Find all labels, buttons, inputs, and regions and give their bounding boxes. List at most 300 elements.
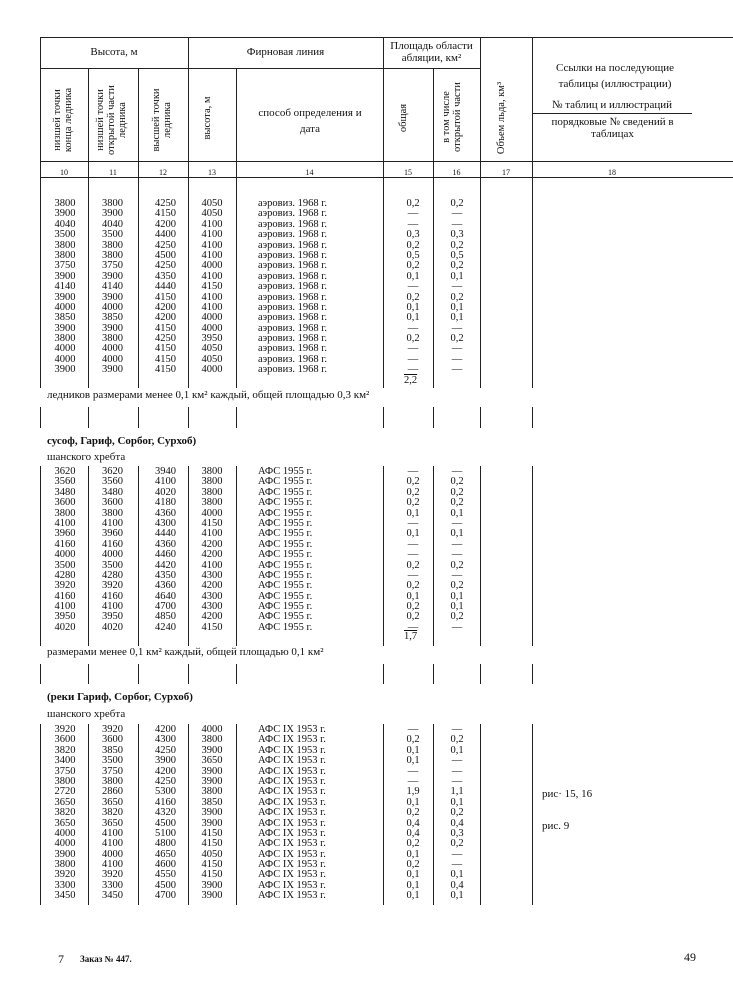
table-cell: 4000 [54,549,76,561]
table-cell: 4300 [201,569,223,581]
table-cell: 4200 [155,301,176,313]
table-cell: 3600 [102,734,123,746]
table-cell: 3900 [201,775,223,787]
table-cell: 4000 [102,343,123,355]
table-cell: 0,3 [406,229,420,241]
header-mid-rule [40,161,733,162]
refs-title: Ссылки на последующие таблицы (иллюстрации) [555,62,675,90]
block2-col-14 [258,467,378,633]
table-cell: 4000 [201,724,223,735]
table-cell: 0,2 [450,497,464,509]
table-cell: 0,4 [406,827,420,839]
table-cell: 4020 [102,621,123,633]
table-cell: 3450 [54,890,76,902]
table-cell: — [407,218,419,230]
table-cell: 4150 [155,291,176,303]
table-cell: — [451,353,463,365]
col-line [138,664,139,684]
table-cell: аэровиз. 1968 г. [258,301,328,313]
table-cell: аэровиз. 1968 г. [258,333,328,345]
table-cell: 4050 [201,208,223,220]
table-cell: 0,2 [450,838,464,850]
table-cell: 3950 [201,333,223,345]
firn-group-label: Фирновая линия [246,46,325,58]
table-cell: 4000 [201,260,223,272]
table-cell: 4100 [54,517,76,529]
table-cell: 4150 [201,621,223,633]
table-cell: 3800 [201,486,223,498]
table-cell: 3500 [102,559,123,571]
table-cell: 3750 [54,260,76,272]
table-cell: аэровиз. 1968 г. [258,249,328,261]
table-cell: 3950 [54,611,76,623]
table-cell: — [407,569,419,581]
table-cell: 4500 [155,249,176,261]
table-cell: 4440 [155,281,176,293]
block3-col-15 [398,725,428,902]
table-cell: 4050 [201,353,223,365]
table-cell: 3560 [102,476,123,488]
col-line [88,177,89,388]
table-cell: 2860 [102,786,123,798]
table-cell: АФС IX 1953 г. [258,890,326,902]
block2-subheading: шанского хребта [47,451,126,463]
table-cell: 3650 [201,755,223,767]
table-cell: АФС IX 1953 г. [258,796,326,808]
table-cell: АФС 1955 г. [258,549,313,561]
table-cell: 4280 [54,569,76,581]
table-cell: 0,2 [406,611,420,623]
table-cell: 3920 [102,869,123,881]
table-cell: аэровиз. 1968 г. [258,353,328,365]
col-line [532,177,533,388]
table-cell: 0,3 [450,229,464,241]
table-cell: 4440 [155,528,176,540]
block2-col-15 [398,467,428,633]
table-cell: 4150 [155,364,176,376]
col-line [383,466,384,646]
table-cell: 4040 [54,218,76,230]
table-cell: 0,2 [406,580,420,592]
table-cell: 3850 [102,312,123,324]
table-cell: АФС 1955 г. [258,621,313,633]
table-cell: 0,2 [406,601,420,613]
group-underline-firn [188,68,383,69]
table-cell: 0,1 [406,890,420,902]
table-cell: 3800 [102,198,123,209]
table-cell: 3800 [201,786,223,798]
table-cell: 3900 [102,364,123,376]
table-cell: 3900 [102,270,123,282]
table-cell: 0,2 [406,260,420,272]
table-cell: аэровиз. 1968 г. [258,260,328,272]
table-cell: 0,2 [450,291,464,303]
col-line [88,466,89,646]
table-cell: — [407,775,419,787]
table-cell: 0,1 [406,796,420,808]
col-line [40,466,41,646]
table-cell: 3900 [201,817,223,829]
table-cell: 3920 [54,724,76,735]
table-cell: 3600 [54,497,76,509]
table-cell: 3750 [102,765,123,777]
table-cell: АФС IX 1953 г. [258,807,326,819]
col-line [138,407,139,428]
table-cell: 4000 [54,827,76,839]
table-cell: 4100 [102,517,123,529]
table-cell: 4280 [102,569,123,581]
table-cell: 3820 [102,807,123,819]
header-top-rule [40,37,733,38]
table-cell: — [451,755,463,767]
block3-subheading: шанского хребта [47,708,126,720]
table-cell: 4700 [155,601,176,613]
table-cell: — [451,281,463,293]
colnum-11: 11 [109,168,117,177]
table-cell: аэровиз. 1968 г. [258,281,328,293]
table-cell: — [451,466,463,477]
table-cell: 0,5 [406,249,420,261]
table-cell: 3480 [54,486,76,498]
colnum-13: 13 [208,168,216,177]
table-cell: 4160 [54,590,76,602]
table-cell: аэровиз. 1968 г. [258,198,328,209]
col-line [480,37,481,177]
table-cell: 0,1 [450,796,464,808]
col16-header: в том числе открытой части [441,82,463,152]
table-cell: 4300 [201,601,223,613]
table-cell: АФС 1955 г. [258,466,313,477]
block2-heading: сусоф, Гариф, Сорбог, Сурхоб) [47,435,197,447]
table-cell: 4250 [155,744,176,756]
table-cell: — [451,724,463,735]
table-cell: АФС IX 1953 г. [258,869,326,881]
table-cell: АФС 1955 г. [258,538,313,550]
table-cell: 0,1 [406,879,420,891]
table-cell: — [407,281,419,293]
table-cell: 4550 [155,869,176,881]
colnum-15: 15 [404,168,412,177]
col-line [433,177,434,388]
col-line [532,466,533,646]
table-cell: 3900 [54,208,76,220]
col-line [236,466,237,646]
table-cell: 4000 [54,343,76,355]
col-line [433,724,434,905]
table-cell: 3920 [102,724,123,735]
table-cell: 3940 [155,466,176,477]
block1-col-14 [258,199,378,376]
table-cell: АФС IX 1953 г. [258,879,326,891]
table-cell: 4400 [155,229,176,241]
table-cell: 4250 [155,333,176,345]
table-cell: 4100 [201,239,223,251]
table-cell: — [407,765,419,777]
table-cell: 0,2 [406,333,420,345]
table-cell: 3900 [54,848,76,860]
table-cell: — [451,322,463,334]
table-cell: 3800 [201,497,223,509]
block3-col-11 [95,725,130,902]
table-cell: 4100 [201,229,223,241]
table-cell: 4320 [155,807,176,819]
table-cell: 4050 [201,343,223,355]
table-cell: 4160 [54,538,76,550]
table-cell: 4150 [201,869,223,881]
table-cell: 4360 [155,538,176,550]
table-cell: 3800 [54,333,76,345]
table-cell: 0,1 [406,312,420,324]
table-cell: аэровиз. 1968 г. [258,229,328,241]
col-line [188,466,189,646]
col14-header: способ определения и дата [258,107,362,135]
table-cell: 4180 [155,497,176,509]
table-cell: 4150 [201,859,223,871]
col-line [40,407,41,428]
table-cell: 4140 [102,281,123,293]
table-cell: АФС 1955 г. [258,486,313,498]
table-cell: 3400 [54,755,76,767]
table-cell: 3650 [54,796,76,808]
block1-col-12 [148,199,183,376]
table-cell: 4100 [201,249,223,261]
table-cell: 5100 [155,827,176,839]
table-cell: 3800 [102,239,123,251]
table-cell: АФС 1955 г. [258,580,313,592]
colnum-12: 12 [159,168,167,177]
table-cell: 4100 [201,559,223,571]
table-cell: 4050 [201,848,223,860]
block1-col-15 [398,199,428,376]
table-cell: — [451,765,463,777]
table-cell: АФС IX 1953 г. [258,765,326,777]
table-cell: 3800 [102,775,123,787]
col-line [480,466,481,646]
col-line [433,664,434,684]
table-cell: 3900 [54,322,76,334]
colnum-17: 17 [502,168,510,177]
table-cell: 4000 [201,507,223,519]
table-cell: 4650 [155,848,176,860]
table-cell: 3900 [102,208,123,220]
table-cell: — [451,549,463,561]
table-cell: АФС 1955 г. [258,528,313,540]
block3-col-14 [258,725,378,902]
table-cell: 0,1 [450,890,464,902]
table-cell: 4100 [201,270,223,282]
table-cell: 3800 [102,507,123,519]
colnum-10: 10 [60,168,68,177]
col13-header: высота, м [202,96,213,140]
table-cell: аэровиз. 1968 г. [258,312,328,324]
table-cell: 3820 [54,744,76,756]
table-cell: 3900 [201,807,223,819]
table-cell: 3920 [102,580,123,592]
table-cell: АФС 1955 г. [258,569,313,581]
refs-sub1: № таблиц и иллюстраций [552,99,672,111]
table-cell: 0,1 [450,507,464,519]
table-cell: 4150 [201,517,223,529]
table-cell: — [407,538,419,550]
table-cell: 4100 [54,601,76,613]
table-cell: 3620 [102,466,123,477]
block2-col-10 [50,467,80,633]
col-line [88,664,89,684]
table-cell: 4100 [201,528,223,540]
table-cell: 0,1 [450,744,464,756]
table-cell: 0,2 [406,497,420,509]
table-cell: 3900 [54,291,76,303]
table-cell: АФС IX 1953 г. [258,786,326,798]
table-cell: 4200 [201,549,223,561]
col-line [236,724,237,905]
table-cell: 4100 [102,601,123,613]
table-cell: 0,1 [406,301,420,313]
table-cell: 3920 [54,869,76,881]
col-line [480,407,481,428]
table-cell: аэровиз. 1968 г. [258,270,328,282]
table-cell: 3450 [102,890,123,902]
table-cell: 0,1 [406,755,420,767]
col17-header: Объем льда, км³ [496,81,507,155]
table-cell: — [407,517,419,529]
table-cell: 4150 [155,322,176,334]
table-cell: 0,4 [450,817,464,829]
table-cell: 3750 [54,765,76,777]
table-cell: 0,3 [450,827,464,839]
table-cell: 3900 [201,890,223,902]
table-cell: 0,2 [450,333,464,345]
table-cell: 4200 [155,765,176,777]
table-cell: АФС IX 1953 г. [258,744,326,756]
table-cell: 0,2 [450,559,464,571]
table-cell: аэровиз. 1968 г. [258,218,328,230]
table-cell: АФС IX 1953 г. [258,775,326,787]
table-cell: 4150 [155,353,176,365]
table-cell: АФС 1955 г. [258,601,313,613]
table-cell: 3850 [54,312,76,324]
table-cell: 0,4 [406,817,420,829]
table-cell: 0,1 [450,301,464,313]
table-cell: 3800 [54,859,76,871]
table-cell: 3800 [54,239,76,251]
group-underline-heights [40,68,188,69]
col-line [40,177,41,388]
block1-col-11 [95,199,130,376]
table-cell: 3500 [54,559,76,571]
table-cell: — [451,218,463,230]
table-cell: 0,2 [450,807,464,819]
table-cell: — [451,517,463,529]
table-cell: аэровиз. 1968 г. [258,364,328,376]
table-cell: — [407,208,419,220]
table-cell: 0,1 [406,590,420,602]
table-cell: 3650 [102,796,123,808]
table-cell: — [407,466,419,477]
table-cell: АФС IX 1953 г. [258,859,326,871]
table-cell: 4100 [155,476,176,488]
header-bottom-rule [40,177,733,178]
table-cell: 4300 [155,734,176,746]
table-cell: 4100 [201,218,223,230]
table-cell: 0,1 [406,507,420,519]
table-cell: 0,1 [450,270,464,282]
col-line [532,724,533,905]
table-cell: 0,2 [406,734,420,746]
col-line [236,68,237,177]
col-line [88,407,89,428]
table-cell: 0,1 [450,601,464,613]
block1-col-16 [442,199,472,376]
table-cell: 4460 [155,549,176,561]
table-cell: — [451,621,463,633]
table-cell: 4360 [155,507,176,519]
table-cell: 0,2 [450,486,464,498]
table-cell: 4150 [201,827,223,839]
table-cell: АФС IX 1953 г. [258,817,326,829]
table-cell: 0,2 [406,198,420,209]
table-cell: 2720 [54,786,76,798]
table-cell: 4040 [102,218,123,230]
table-cell: — [451,208,463,220]
table-cell: 0,2 [406,239,420,251]
table-cell: 0,2 [450,476,464,488]
table-cell: аэровиз. 1968 г. [258,291,328,303]
table-cell: 4850 [155,611,176,623]
refs-sub-rule [532,113,692,114]
table-cell: — [451,775,463,787]
col-line [236,177,237,388]
table-cell: 0,1 [406,270,420,282]
table-cell: 0,1 [406,848,420,860]
col-line [480,724,481,905]
table-cell: 4000 [54,301,76,313]
table-cell: 3900 [201,765,223,777]
block2-col-12 [148,467,183,633]
col-line [138,724,139,905]
table-cell: АФС IX 1953 г. [258,838,326,850]
table-cell: 3850 [102,744,123,756]
table-cell: 4000 [102,549,123,561]
col-line [383,177,384,388]
col11-header: низшей точки открытой части ледника [95,85,128,155]
table-cell: аэровиз. 1968 г. [258,322,328,334]
table-cell: 4000 [54,353,76,365]
block3-ref2: рис. 9 [542,820,570,832]
table-cell: 4800 [155,838,176,850]
block2-col-16 [442,467,472,633]
block1-total: 2,2 [404,375,418,386]
table-cell: 0,2 [406,486,420,498]
table-cell: 3300 [102,879,123,891]
table-cell: 3900 [102,322,123,334]
col-line [40,724,41,905]
table-cell: 3500 [54,229,76,241]
table-cell: 4500 [155,817,176,829]
col-line [40,664,41,684]
table-cell: 4000 [102,848,123,860]
table-cell: 4250 [155,198,176,209]
col-line [383,407,384,428]
table-cell: 4200 [155,724,176,735]
table-cell: 3600 [54,734,76,746]
col-line [433,466,434,646]
table-cell: 4350 [155,270,176,282]
table-cell: 0,2 [450,239,464,251]
col-line [383,664,384,684]
colnum-14: 14 [305,168,314,177]
table-cell: 4160 [102,538,123,550]
